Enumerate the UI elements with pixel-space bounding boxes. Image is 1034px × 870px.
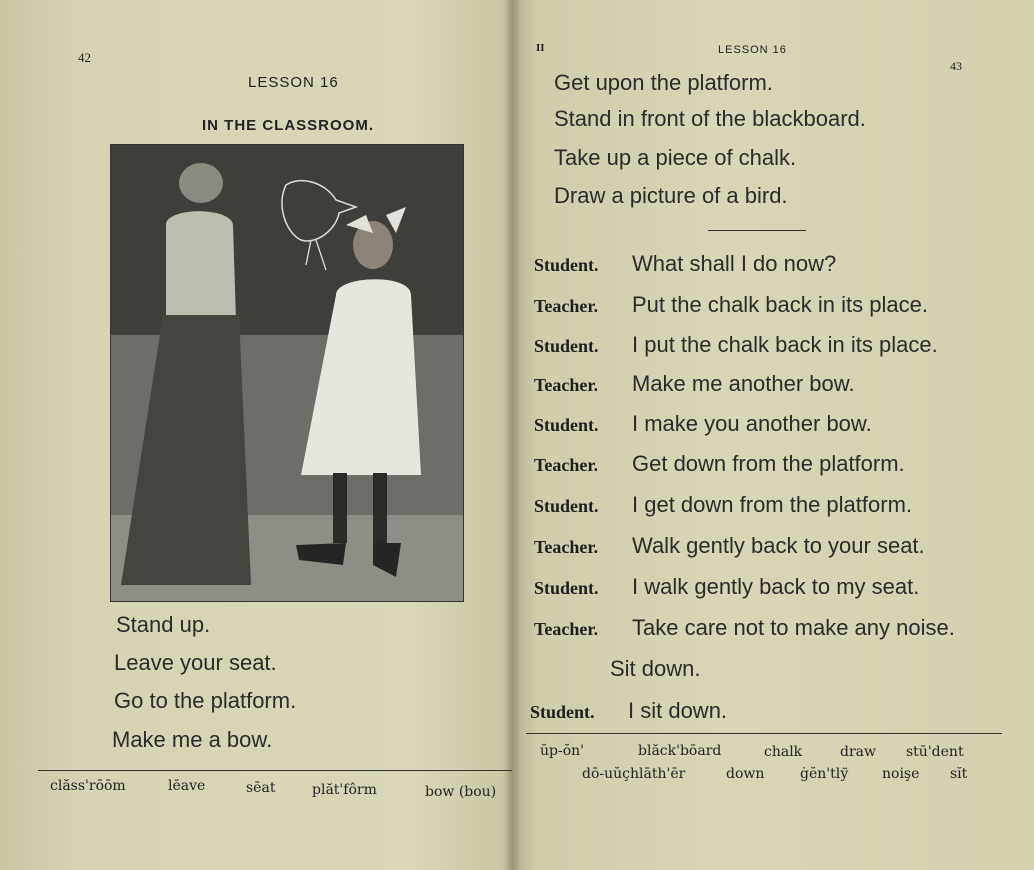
right-page <box>512 0 1034 870</box>
vocab-word: sēat <box>246 780 276 796</box>
command-line: Stand up. <box>116 612 211 637</box>
dialogue-text: I put the chalk back in its place. <box>632 332 938 357</box>
speaker-label: Student. <box>534 336 599 356</box>
dialogue-text: Sit down. <box>610 656 701 681</box>
dialogue-row <box>534 251 836 277</box>
dialogue-row <box>534 332 938 358</box>
left-page <box>0 0 510 870</box>
dialogue-row <box>534 371 855 397</box>
lesson-subtitle: IN THE CLASSROOM. <box>202 117 375 134</box>
left-page-number: 42 <box>78 50 91 65</box>
speaker-label: Student. <box>534 415 599 435</box>
running-title: LESSON 16 <box>718 44 787 56</box>
dialogue-text: Get down from the platform. <box>632 451 905 476</box>
vocab-word: dō-uŭçhlāth'ēr <box>582 766 686 782</box>
vocab-word: stū'dent <box>906 744 964 760</box>
dialogue-row <box>534 492 912 518</box>
dialogue-text: Walk gently back to your seat. <box>632 533 925 558</box>
right-page-number: 43 <box>950 59 962 73</box>
speaker-label: Student. <box>534 578 599 598</box>
section-divider <box>708 230 806 231</box>
speaker-label: Student. <box>530 702 595 722</box>
dialogue-text: What shall I do now? <box>632 251 837 276</box>
vocab-word: blăck'bōard <box>638 743 722 759</box>
command-line: Leave your seat. <box>114 650 277 675</box>
dialogue-row <box>534 615 955 641</box>
speaker-label: Teacher. <box>534 537 599 557</box>
vocab-word: lēave <box>168 778 206 794</box>
dialogue-row <box>610 656 701 682</box>
command-line: Take up a piece of chalk. <box>554 145 797 170</box>
command-line: Make me a bow. <box>112 727 273 752</box>
vocab-word: bow (bou) <box>425 784 497 800</box>
dialogue-row <box>534 411 872 437</box>
vocab-word: chalk <box>764 744 803 760</box>
vocab-word: ŭp-ŏn' <box>540 743 585 759</box>
speaker-label: Teacher. <box>534 619 599 639</box>
dialogue-text: Take care not to make any noise. <box>632 615 955 640</box>
dialogue-text: Put the chalk back in its place. <box>632 292 928 317</box>
vocab-word: down <box>726 766 765 782</box>
vocab-word: draw <box>840 744 876 760</box>
dialogue-text: I make you another bow. <box>632 411 872 436</box>
dialogue-row <box>534 533 925 559</box>
vocab-word: sĭt <box>950 766 968 782</box>
command-line: Stand in front of the blackboard. <box>554 106 866 131</box>
running-label: II <box>536 42 545 54</box>
vocab-divider <box>526 733 1002 734</box>
dialogue-row <box>534 574 919 600</box>
vocab-word: plăt'fôrm <box>312 782 377 798</box>
vocab-word: clăss'rōōm <box>50 778 126 794</box>
command-line: Get upon the platform. <box>554 70 773 95</box>
command-line: Go to the platform. <box>114 688 297 713</box>
dialogue-text: Make me another bow. <box>632 371 855 396</box>
lesson-title: LESSON 16 <box>248 74 339 91</box>
classroom-illustration <box>110 144 464 602</box>
speaker-label: Teacher. <box>534 296 599 316</box>
speaker-label: Teacher. <box>534 375 599 395</box>
teacher-student-picture <box>111 145 463 601</box>
speaker-label: Teacher. <box>534 455 599 475</box>
vocab-divider <box>38 770 512 771</box>
dialogue-row <box>534 451 905 477</box>
dialogue-text: I walk gently back to my seat. <box>632 574 920 599</box>
dialogue-row <box>534 292 928 318</box>
speaker-label: Student. <box>534 496 599 516</box>
command-line: Draw a picture of a bird. <box>554 183 788 208</box>
dialogue-text: I sit down. <box>628 698 728 723</box>
dialogue-text: I get down from the platform. <box>632 492 913 517</box>
dialogue-row <box>530 698 727 724</box>
vocab-word: ġĕn'tlў <box>800 766 849 782</box>
vocab-word: noişe <box>882 766 920 782</box>
speaker-label: Student. <box>534 255 599 275</box>
